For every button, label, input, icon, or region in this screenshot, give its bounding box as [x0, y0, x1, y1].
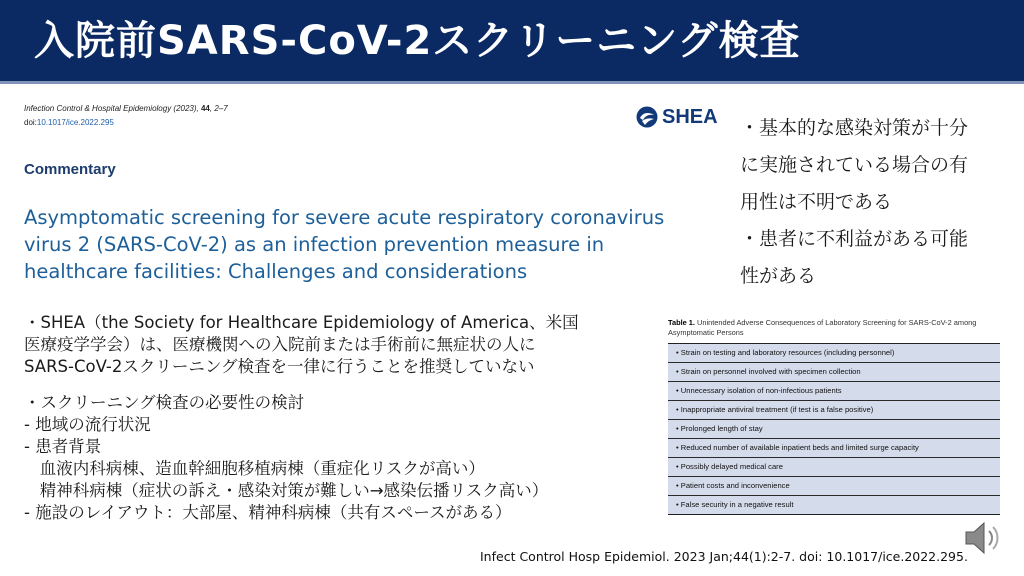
- section-label: Commentary: [24, 161, 116, 178]
- reference-citation: Infect Control Hosp Epidemiol. 2023 Jan;44(1):2-7. doi: 10.1017/ice.2022.295.: [480, 549, 968, 564]
- body-line: ・SHEA（the Society for Healthcare Epidemiology of America、米国: [24, 313, 579, 332]
- body-line: SARS-CoV-2スクリーニング検査を一律に行うことを推奨していない: [24, 357, 535, 376]
- table-caption-text: Unintended Adverse Consequences of Laboratory Screening for SARS-CoV-2 among Asymptomatic Persons: [668, 318, 977, 337]
- note-line: 性がある: [740, 265, 817, 287]
- article-title-line: Asymptomatic screening for severe acute respiratory coronavirus: [24, 206, 665, 229]
- journal-name: Infection Control & Hospital Epidemiology: [24, 104, 172, 113]
- shea-logo-icon: [636, 106, 658, 128]
- article-title-line: healthcare facilities: Challenges and considerations: [24, 260, 528, 283]
- table-row: • Strain on testing and laboratory resources (including personnel): [668, 344, 1000, 363]
- journal-year: (2023),: [171, 104, 201, 113]
- table-row: • False security in a negative result: [668, 496, 1000, 514]
- right-notes: [740, 110, 1010, 295]
- table-row: • Prolonged length of stay: [668, 420, 1000, 439]
- shea-logo-text: SHEA: [662, 105, 718, 128]
- journal-volume: 44: [200, 104, 210, 113]
- table-body: [668, 343, 1000, 515]
- body-line: - 施設のレイアウト：大部屋、精神科病棟（共有スペースがある）: [24, 503, 512, 522]
- note-line: に実施されている場合の有: [740, 154, 969, 176]
- article-title: [24, 204, 714, 285]
- body-line: - 患者背景: [24, 437, 102, 456]
- table-row: • Possibly delayed medical care: [668, 458, 1000, 477]
- body-line: ・スクリーニング検査の必要性の検討: [24, 393, 305, 412]
- body-line: 精神科病棟（症状の訴え・感染対策が難しい→感染伝播リスク高い）: [24, 481, 549, 500]
- note-line: ・基本的な感染対策が十分: [740, 117, 969, 139]
- journal-citation-line: [24, 104, 228, 113]
- slide-title: 入院前SARS-CoV-2スクリーニング検査: [34, 18, 801, 64]
- journal-pages: , 2–7: [209, 104, 228, 113]
- shea-logo: [636, 104, 718, 130]
- body-text: [24, 312, 664, 524]
- table-row: • Unnecessary isolation of non-infectious patients: [668, 382, 1000, 401]
- body-line: 医療疫学学会）は、医療機関への入院前または手術前に無症状の人に: [24, 335, 536, 354]
- doi-line: [24, 118, 114, 127]
- table-label: Table 1.: [668, 318, 695, 327]
- title-bar: [0, 0, 1024, 84]
- table-row: • Strain on personnel involved with specimen collection: [668, 363, 1000, 382]
- body-line: - 地域の流行状況: [24, 415, 151, 434]
- table-row: • Reduced number of available inpatient beds and limited surge capacity: [668, 439, 1000, 458]
- table-caption: [668, 318, 1000, 338]
- table-row: • Patient costs and inconvenience: [668, 477, 1000, 496]
- note-line: ・患者に不利益がある可能: [740, 228, 969, 250]
- note-line: 用性は不明である: [740, 191, 893, 213]
- doi-label: doi:: [24, 118, 37, 127]
- article-title-line: virus 2 (SARS-CoV-2) as an infection prevention measure in: [24, 233, 605, 256]
- speaker-icon[interactable]: [962, 518, 1004, 558]
- table-row: • Inappropriate antiviral treatment (if test is a false positive): [668, 401, 1000, 420]
- adverse-consequences-table: [668, 318, 1000, 520]
- body-line: 血液内科病棟、造血幹細胞移植病棟（重症化リスクが高い）: [24, 459, 485, 478]
- doi-link[interactable]: 10.1017/ice.2022.295: [36, 118, 114, 127]
